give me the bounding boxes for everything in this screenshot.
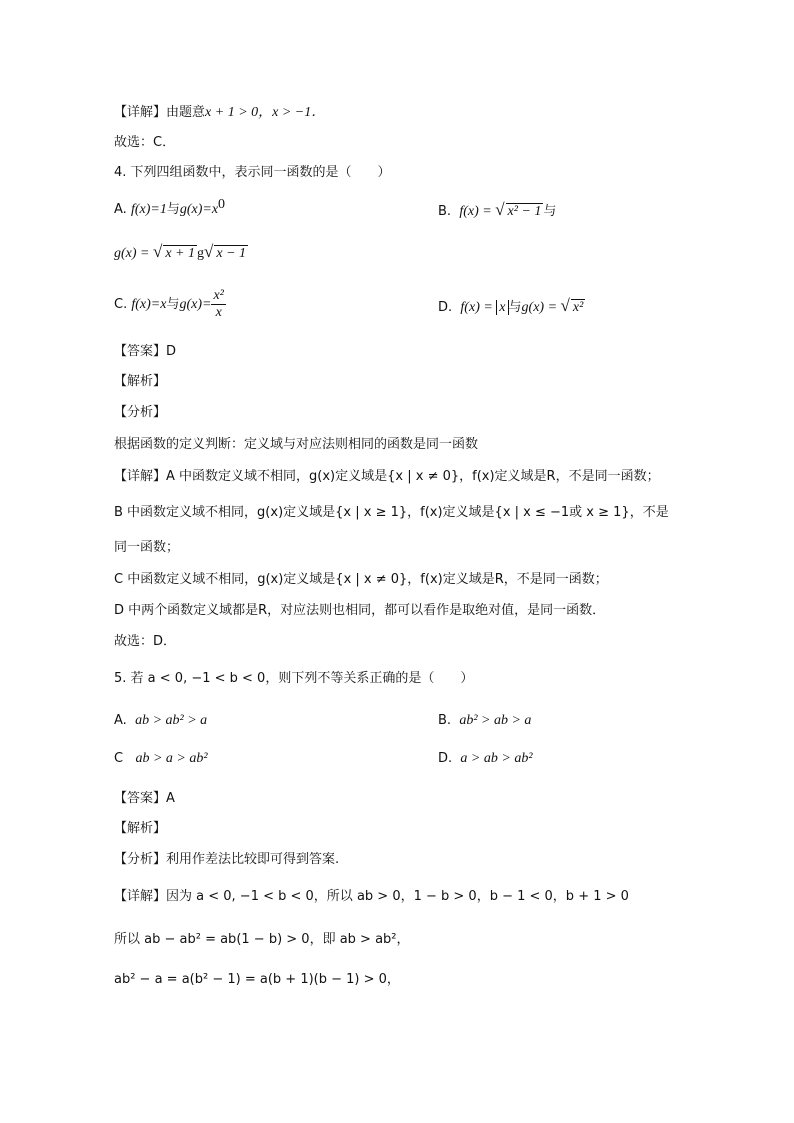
q5-detail-3: ab² − a = a(b² − 1) = a(b + 1)(b − 1) > 0，: [114, 972, 400, 987]
sqrt-expression: √ x + 1: [153, 242, 196, 261]
sqrt-expression: √ x²: [560, 296, 584, 315]
sqrt-expression: √ x² − 1: [495, 200, 542, 219]
q5-answer: 【答案】A: [114, 791, 175, 806]
q4-option-a: A. f(x)=1与$g(x)=x^0$: [114, 197, 226, 217]
q4-detail-d: D 中两个函数定义域都是R，对应法则也相同，都可以看作是取绝对值，是同一函数．: [114, 603, 606, 618]
q4-analysis-sub: 【分析】: [114, 405, 167, 420]
q4-option-c: C. f(x)=x与g(x)= $\frac{\text{x²}}{x}$: [114, 288, 224, 320]
answer-choice-line: 故选：C．: [114, 135, 176, 150]
q4-detail-a: 【详解】A 中函数定义域不相同，g(x)定义域是{x | x ≠ 0}，f(x)定义域是R，不是同一函数；: [114, 469, 660, 484]
q4-detail-c: C 中函数定义域不相同，g(x)定义域是{x | x ≠ 0}，f(x)定义域是R，不是同一函数；: [114, 572, 608, 587]
q4-choice: 故选：D．: [114, 634, 177, 649]
q4-analysis-heading: 【解析】: [114, 374, 167, 389]
q5-option-d: D. a > ab > ab²: [438, 751, 533, 766]
q4-analysis-body: 根据函数的定义判断：定义域与对应法则相同的函数是同一函数: [114, 437, 479, 452]
q4-option-b: B. f(x) = √ x² − 1 与: [438, 200, 556, 222]
q5-detail-2: 所以 ab − ab² = ab(1 − b) > 0，即 ab > ab²，: [114, 932, 410, 947]
fraction: $\frac{\text{x²}}{x}$: [213, 288, 224, 320]
q4-detail-b: B 中函数定义域不相同，g(x)定义域是{x | x ≥ 1}，f(x)定义域是{x | x ≤ −1或 x ≥ 1}，不是: [114, 505, 669, 520]
q5-analysis-sub: 【分析】利用作差法比较即可得到答案.: [114, 852, 340, 867]
q5-option-c: C ab > a > ab²: [114, 751, 208, 766]
q4-detail-b-cont: 同一函数；: [114, 540, 180, 555]
q5-option-a: A. ab > ab² > a: [114, 713, 208, 728]
q4-answer: 【答案】D: [114, 344, 177, 359]
question-5-stem: 5. 若 a < 0, −1 < b < 0，则下列不等关系正确的是（ ）: [114, 671, 474, 686]
q5-detail-1: 【详解】因为 a < 0, −1 < b < 0，所以 ab > 0，1 − b > 0，b − 1 < 0，b + 1 > 0: [114, 889, 629, 904]
q5-option-b: B. ab² > ab > a: [438, 713, 532, 728]
q4-option-d: D. f(x) = x 与g(x) = √ x²: [438, 296, 585, 318]
q5-analysis-heading: 【解析】: [114, 821, 167, 836]
q4-option-b-cont: g(x) = √ x + 1 g√ x − 1: [114, 242, 248, 264]
detail-line-1: 【详解】由题意x + 1 > 0，x > −1．: [114, 105, 326, 120]
sqrt-expression: √ x − 1: [204, 242, 247, 261]
question-4-stem: 4. 下列四组函数中，表示同一函数的是（ ）: [114, 165, 391, 180]
